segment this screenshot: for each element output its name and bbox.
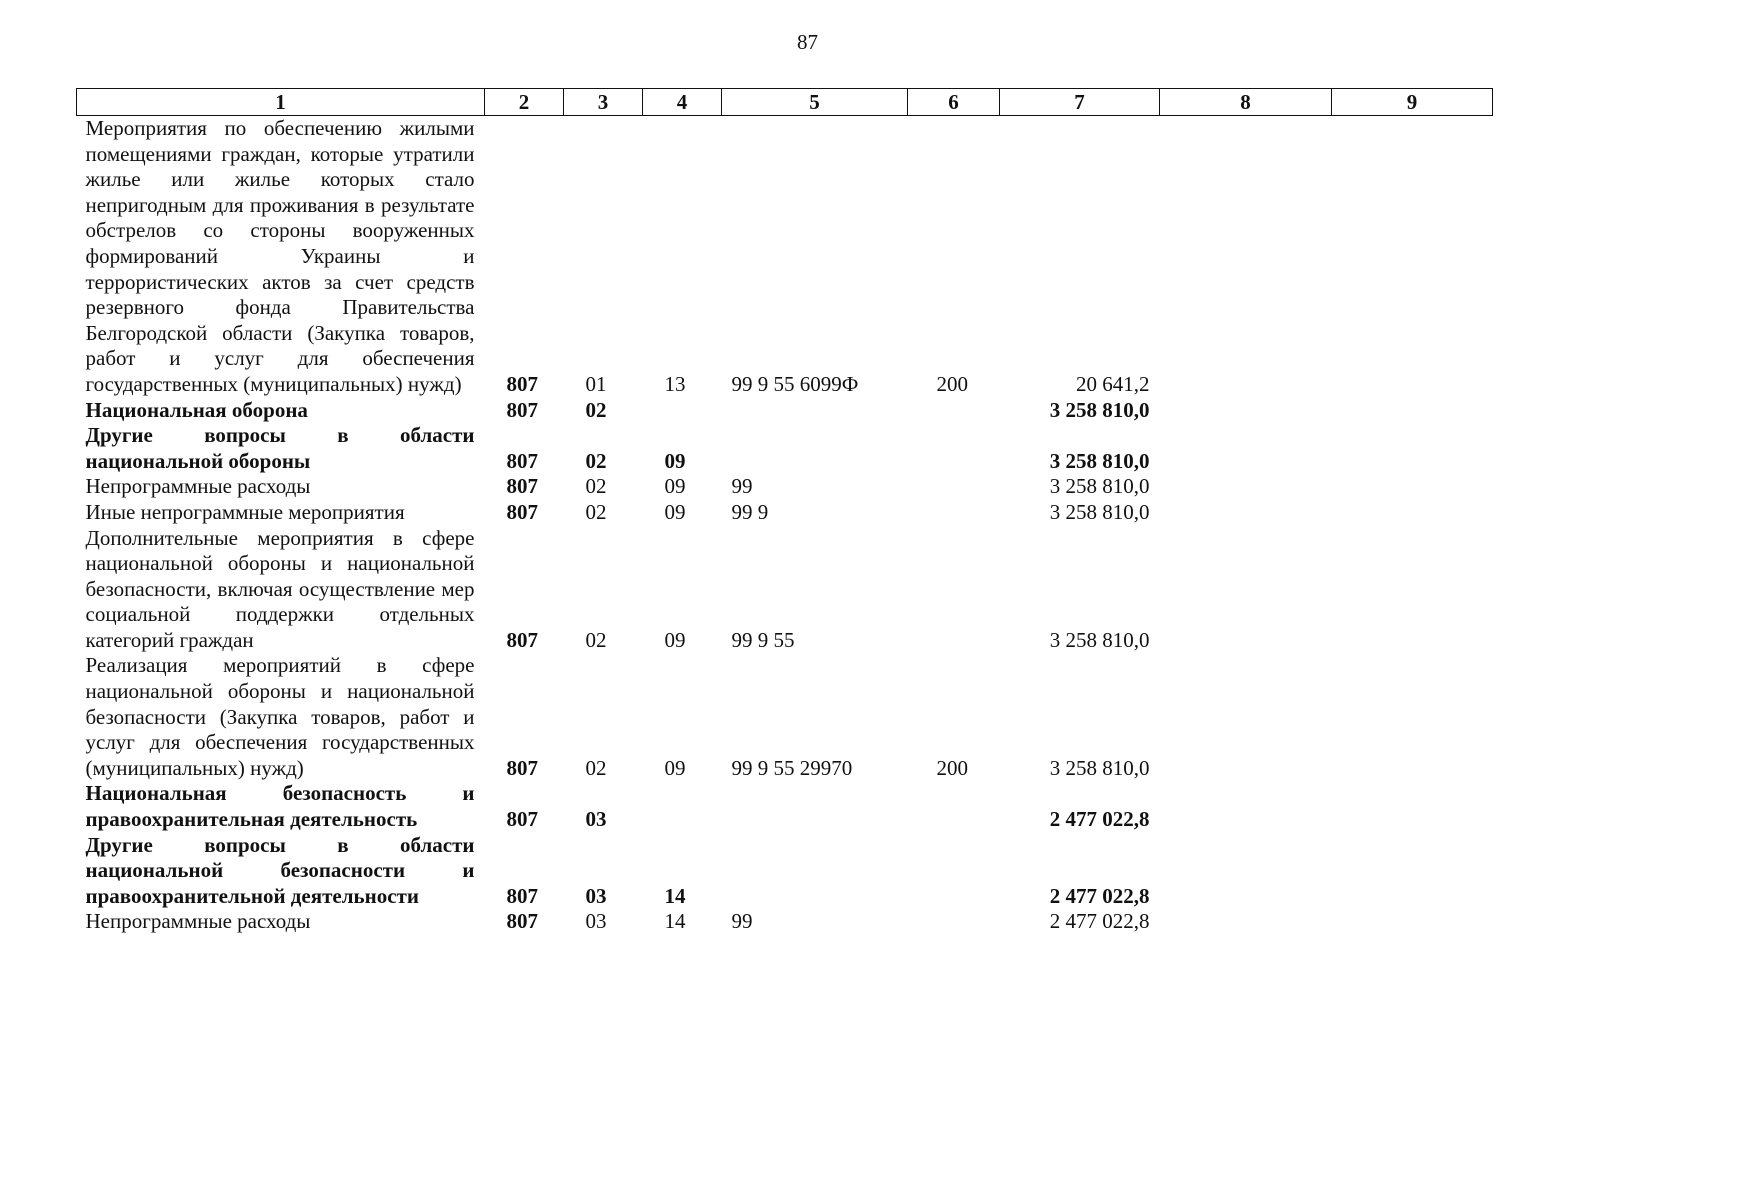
amount: 3 258 810,0	[1049, 448, 1150, 473]
column-8-value	[1160, 474, 1332, 500]
target-article-code	[722, 398, 908, 424]
column-9-value	[1332, 781, 1493, 832]
expense-type-code	[908, 500, 1000, 526]
admin-code: 807	[506, 909, 538, 934]
subsection-code	[643, 398, 722, 424]
row-name: Дополнительные мероприятия в сфере национальной обороны и национальной безопасности, включая осуществление мер социальной поддержки отдельных категорий граждан	[85, 525, 475, 652]
target-article-code: 99 9 55 6099Ф	[731, 371, 859, 396]
expense-type-code	[908, 833, 1000, 910]
subsection-code: 09	[664, 499, 686, 524]
column-header-2: 2	[485, 89, 564, 116]
amount: 2 477 022,8	[1049, 883, 1150, 908]
amount: 3 258 810,0	[1049, 474, 1150, 499]
table-row	[77, 833, 1493, 910]
column-header-6: 6	[908, 89, 1000, 116]
column-header-9: 9	[1332, 89, 1493, 116]
row-name: Национальная безопасность и правоохранительная деятельность	[85, 781, 475, 832]
column-9-value	[1332, 423, 1493, 474]
section-code: 03	[585, 883, 607, 908]
table-body	[77, 116, 1493, 936]
amount: 3 258 810,0	[1049, 499, 1150, 524]
page-number: 87	[797, 30, 818, 54]
table-row	[77, 398, 1493, 424]
column-9-value	[1332, 398, 1493, 424]
admin-code: 807	[506, 474, 538, 499]
column-9-value	[1332, 500, 1493, 526]
column-header-1: 1	[77, 89, 485, 116]
column-header-4: 4	[643, 89, 722, 116]
amount: 3 258 810,0	[1049, 397, 1150, 422]
target-article-code: 99 9	[731, 499, 769, 524]
column-9-value	[1332, 833, 1493, 910]
row-name: Непрограммные расходы	[85, 909, 311, 934]
amount: 20 641,2	[1076, 371, 1150, 396]
column-8-value	[1160, 909, 1332, 935]
amount: 3 258 810,0	[1049, 627, 1150, 652]
target-article-code	[722, 423, 908, 474]
section-code: 03	[585, 807, 607, 832]
section-code: 02	[585, 474, 607, 499]
row-name: Национальная оборона	[85, 397, 308, 422]
table-row	[77, 423, 1493, 474]
expense-type-code: 200	[936, 371, 968, 396]
subsection-code: 14	[664, 909, 686, 934]
column-9-value	[1332, 526, 1493, 654]
table-row	[77, 116, 1493, 398]
section-code: 02	[585, 448, 607, 473]
subsection-code: 09	[664, 755, 686, 780]
row-name: Иные непрограммные мероприятия	[85, 499, 405, 524]
column-header-7: 7	[1000, 89, 1160, 116]
subsection-code: 09	[664, 627, 686, 652]
column-8-value	[1160, 833, 1332, 910]
expense-type-code	[908, 423, 1000, 474]
admin-code: 807	[506, 397, 538, 422]
expense-type-code: 200	[936, 755, 968, 780]
budget-table	[76, 88, 1493, 935]
section-code: 03	[585, 909, 607, 934]
subsection-code: 13	[664, 371, 686, 396]
target-article-code	[722, 833, 908, 910]
admin-code: 807	[506, 371, 538, 396]
expense-type-code	[908, 781, 1000, 832]
column-8-value	[1160, 781, 1332, 832]
table-row	[77, 781, 1493, 832]
expense-type-code	[908, 526, 1000, 654]
column-8-value	[1160, 526, 1332, 654]
column-9-value	[1332, 116, 1493, 398]
table-row	[77, 653, 1493, 781]
column-header-8: 8	[1160, 89, 1332, 116]
amount: 2 477 022,8	[1049, 807, 1150, 832]
target-article-code: 99 9 55 29970	[731, 755, 853, 780]
table-header-row	[77, 89, 1493, 116]
amount: 3 258 810,0	[1049, 755, 1150, 780]
section-code: 02	[585, 397, 607, 422]
expense-type-code	[908, 474, 1000, 500]
row-name: Мероприятия по обеспечению жилыми помещениями граждан, которые утратили жилье или жилье которых стало непригодным для проживания в результате обстрелов со стороны вооруженных формирований Украины и террористических актов за счет средств резервного фонда Правительства Белгородской области (Закупка товаров, работ и услуг для обеспечения государственных (муниципальных) нужд)	[85, 116, 475, 396]
section-code: 02	[585, 755, 607, 780]
section-code: 02	[585, 499, 607, 524]
column-8-value	[1160, 398, 1332, 424]
row-name: Другие вопросы в области национальной безопасности и правоохранительной деятельности	[85, 832, 475, 908]
table-row	[77, 909, 1493, 935]
column-header-5: 5	[722, 89, 908, 116]
column-9-value	[1332, 653, 1493, 781]
section-code: 02	[585, 627, 607, 652]
expense-type-code	[908, 398, 1000, 424]
subsection-code	[643, 781, 722, 832]
admin-code: 807	[506, 807, 538, 832]
subsection-code: 14	[664, 883, 686, 908]
column-8-value	[1160, 423, 1332, 474]
admin-code: 807	[506, 448, 538, 473]
table-row	[77, 500, 1493, 526]
subsection-code: 09	[664, 448, 686, 473]
row-name: Реализация мероприятий в сфере национальной обороны и национальной безопасности (Закупка товаров, работ и услуг для обеспечения государственных (муниципальных) нужд)	[85, 653, 475, 780]
row-name: Другие вопросы в области национальной обороны	[85, 423, 475, 473]
target-article-code	[722, 781, 908, 832]
row-name: Непрограммные расходы	[85, 474, 311, 499]
table-row	[77, 474, 1493, 500]
column-9-value	[1332, 909, 1493, 935]
target-article-code: 99	[731, 474, 753, 499]
column-header-3: 3	[564, 89, 643, 116]
amount: 2 477 022,8	[1049, 909, 1150, 934]
table-row	[77, 526, 1493, 654]
section-code: 01	[585, 371, 607, 396]
column-8-value	[1160, 653, 1332, 781]
column-8-value	[1160, 500, 1332, 526]
admin-code: 807	[506, 627, 538, 652]
subsection-code: 09	[664, 474, 686, 499]
target-article-code: 99 9 55	[731, 627, 795, 652]
admin-code: 807	[506, 883, 538, 908]
admin-code: 807	[506, 499, 538, 524]
admin-code: 807	[506, 755, 538, 780]
expense-type-code	[908, 909, 1000, 935]
target-article-code: 99	[731, 909, 753, 934]
column-9-value	[1332, 474, 1493, 500]
column-8-value	[1160, 116, 1332, 398]
